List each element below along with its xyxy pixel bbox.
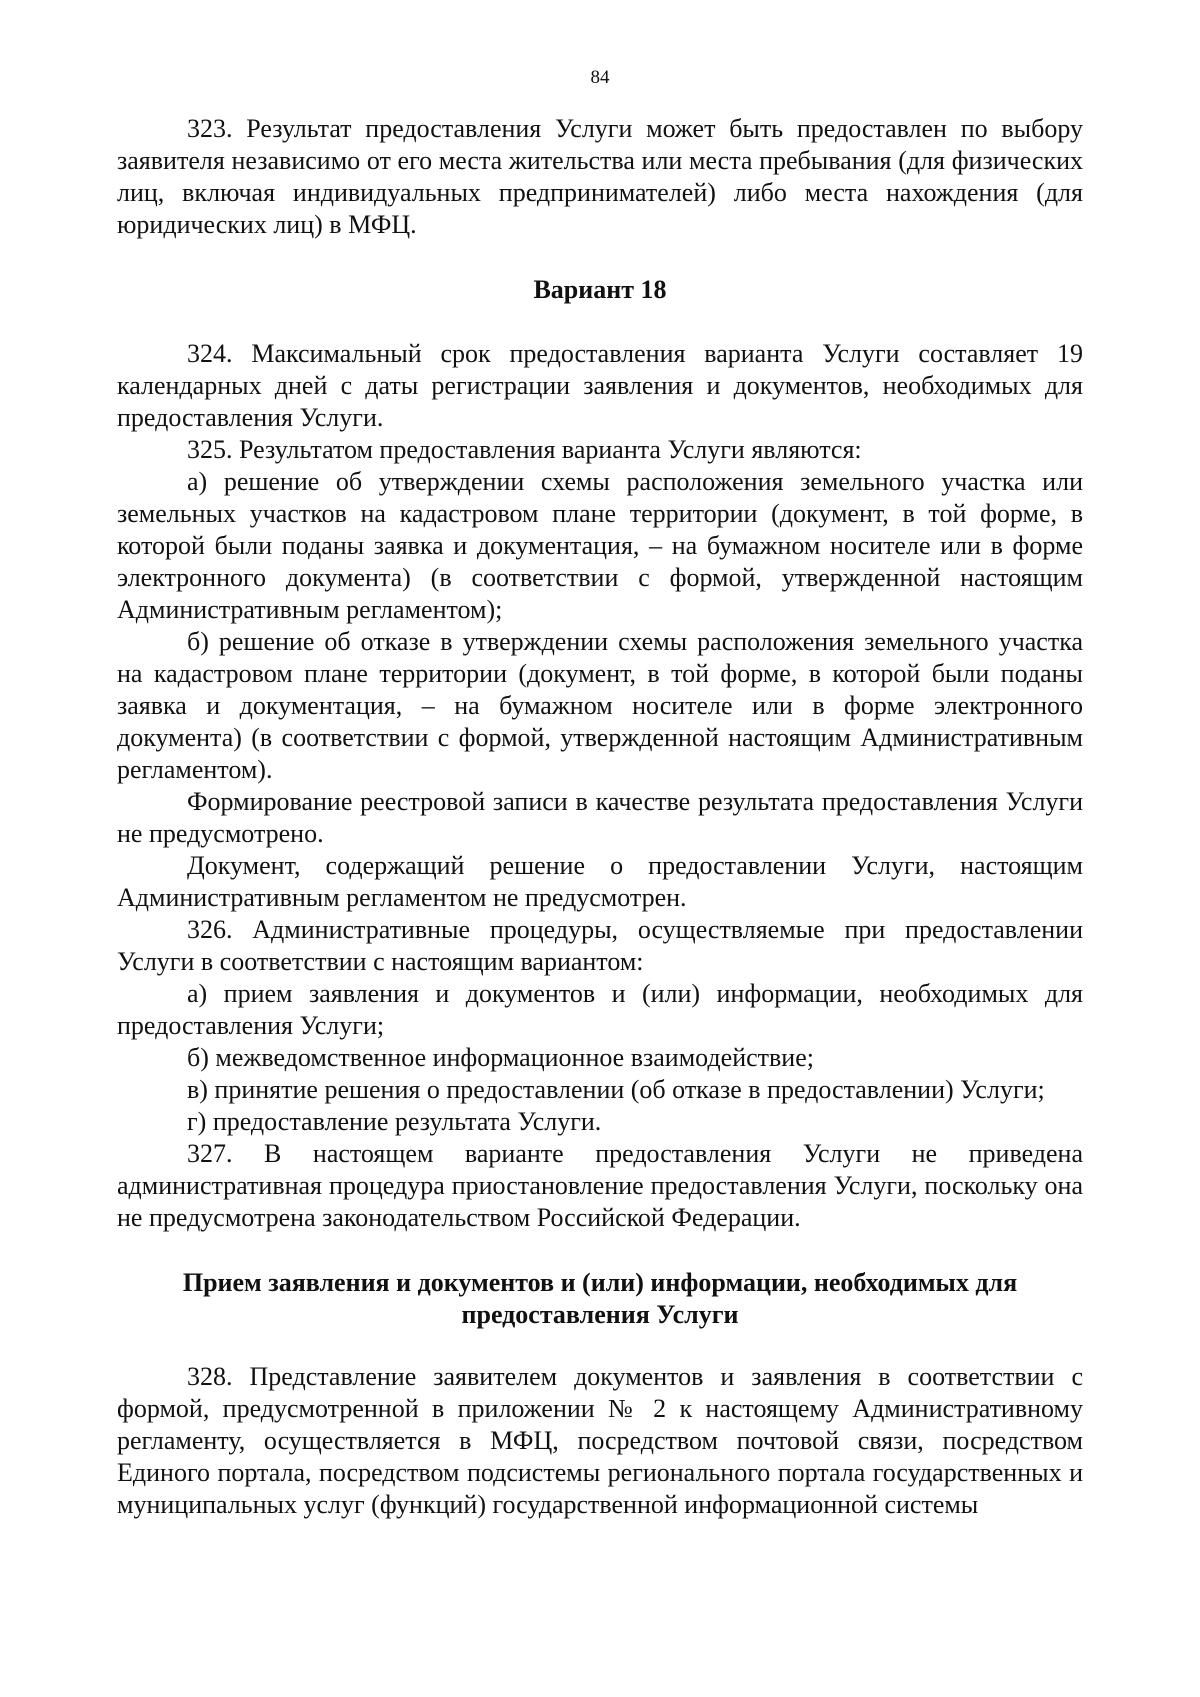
page-number: 84	[590, 67, 610, 88]
paragraph-324: 324. Максимальный срок предоставления варианта Услуги составляет 19 календарных дней с даты регистрации заявления и документов, необходимых для предоставления Услуги.	[117, 339, 1083, 432]
document-body	[117, 113, 1083, 1521]
paragraph-323: 323. Результат предоставления Услуги может быть предоставлен по выбору заявителя независимо от его места жительства или места пребывания (для физических лиц, включая индивидуальных предпринимателей) либо места нахождения (для юридических лиц) в МФЦ.	[117, 114, 1083, 239]
paragraph-326-b: б) межведомственное информационное взаимодействие;	[187, 1043, 814, 1072]
paragraph-326-v: в) принятие решения о предоставлении (об отказе в предоставлении) Услуги;	[187, 1075, 1045, 1104]
paragraph-327: 327. В настоящем варианте предоставления Услуги не приведена административная процедура приостановление предоставления Услуги, поскольку она не предусмотрена законодательством Российской Федерации.	[117, 1139, 1083, 1232]
paragraph-decision-document: Документ, содержащий решение о предоставлении Услуги, настоящим Административным регламентом не предусмотрен.	[117, 851, 1083, 912]
paragraph-325: 325. Результатом предоставления варианта Услуги являются:	[187, 435, 862, 464]
paragraph-326-a: а) прием заявления и документов и (или) информации, необходимых для предоставления Услуги;	[117, 979, 1083, 1040]
paragraph-326: 326. Административные процедуры, осуществляемые при предоставлении Услуги в соответствии с настоящим вариантом:	[117, 915, 1083, 976]
paragraph-325-b: б) решение об отказе в утверждении схемы расположения земельного участка на кадастровом плане территории (документ, в той форме, в которой были поданы заявка и документация, – на бумажном носителе или в форме электронного документа) (в соответствии с формой, утвержденной настоящим Административным регламентом).	[117, 627, 1083, 784]
heading-application-intake: Прием заявления и документов и (или) информации, необходимых для предоставления Услуги	[182, 1268, 1018, 1329]
heading-variant-18: Вариант 18	[533, 275, 667, 304]
paragraph-registry-record: Формирование реестровой записи в качестве результата предоставления Услуги не предусмотрено.	[117, 787, 1083, 848]
paragraph-325-a: а) решение об утверждении схемы расположения земельного участка или земельных участков на кадастровом плане территории (документ, в той форме, в которой были поданы заявка и документация, – на бумажном носителе или в форме электронного документа) (в соответствии с формой, утвержденной настоящим Административным регламентом);	[117, 467, 1083, 624]
paragraph-326-g: г) предоставление результата Услуги.	[187, 1107, 602, 1136]
paragraph-328: 328. Представление заявителем документов и заявления в соответствии с формой, предусмотренной в приложении № 2 к настоящему Административному регламенту, осуществляется в МФЦ, посредством почтовой связи, посредством Единого портала, посредством подсистемы регионального портала государственных и муниципальных услуг (функций) государственной информационной системы	[117, 1362, 1083, 1519]
